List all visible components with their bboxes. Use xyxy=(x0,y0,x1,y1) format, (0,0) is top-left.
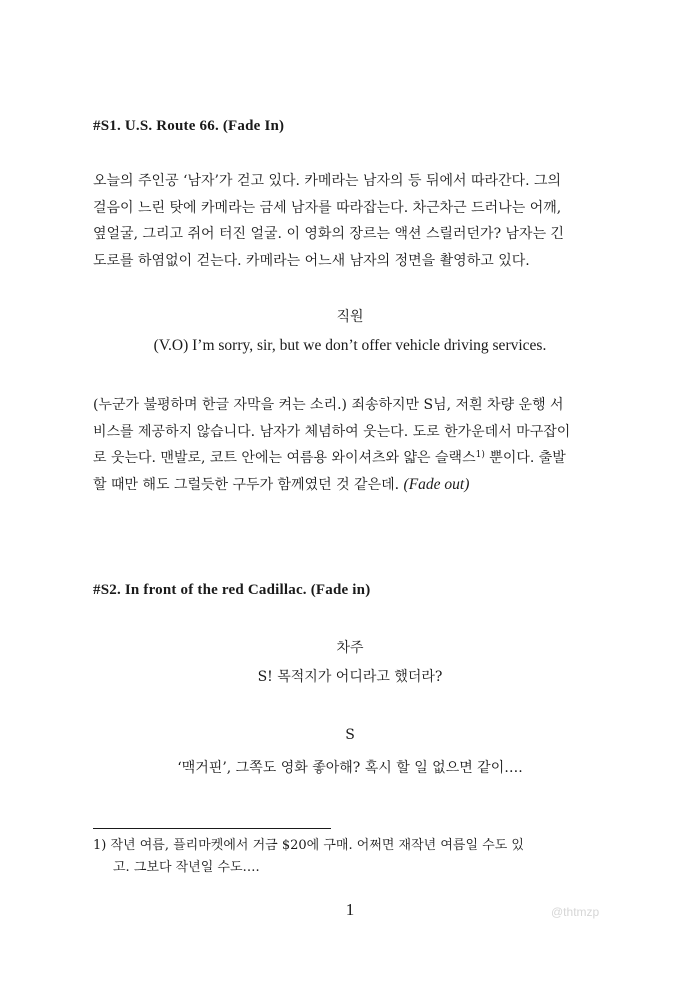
scene-1-action xyxy=(93,168,607,274)
speaker-name: 직원 xyxy=(336,309,364,325)
scene-2-heading: #S2. In front of the red Cadillac. (Fade in) xyxy=(93,582,371,598)
dialogue-line: (V.O) I’m sorry, sir, but we don’t offer vehicle driving services. xyxy=(153,337,547,354)
scene-1-action-2 xyxy=(93,392,607,498)
footnote xyxy=(93,835,607,879)
action-line: (누군가 불평하며 한글 자막을 켜는 소리.) 죄송하지만 S님, 저흰 차량 운행 서 xyxy=(93,397,564,413)
dialogue-line: S! 목적지가 어디라고 했더라? xyxy=(257,669,443,685)
action-line-text: 할 때만 해도 그럴듯한 구두가 함께였던 것 같은데. xyxy=(93,476,404,493)
action-line: 비스를 제공하지 않습니다. 남자가 체념하여 웃는다. 도로 한가운데서 마구잡이 xyxy=(93,423,571,440)
action-line-tail: 뿐이다. 출발 xyxy=(484,450,566,466)
action-line-text: 로 웃는다. 맨발로, 코트 안에는 여름용 와이셔츠와 얇은 슬랙스 xyxy=(93,450,476,466)
action-line xyxy=(93,472,607,499)
action-line: 오늘의 주인공 ‘남자’가 걷고 있다. 카메라는 남자의 등 뒤에서 따라간다. 그의 xyxy=(93,173,562,189)
page-number: 1 xyxy=(345,900,355,919)
action-line: 도로를 하염없이 걷는다. 카메라는 어느새 남자의 정면을 촬영하고 있다. xyxy=(93,252,530,269)
footnote-line: 1) 작년 여름, 플리마켓에서 거금 $20에 구매. 어쩌면 재작년 여름일 수도 있 xyxy=(93,838,524,853)
dialogue-line: ‘맥거핀’, 그쪽도 영화 좋아해? 혹시 할 일 없으면 같이…. xyxy=(177,760,523,776)
speaker-name: 차주 xyxy=(336,640,364,656)
action-line: 옆얼굴, 그리고 쥐어 터진 얼굴. 이 영화의 장르는 액션 스릴러던가? 남자는 긴 xyxy=(93,226,565,242)
fade-out-direction: (Fade out) xyxy=(403,475,470,493)
action-line xyxy=(93,445,607,472)
speaker-name: S xyxy=(345,727,355,743)
footnote-separator xyxy=(93,828,331,829)
scene-1-heading: #S1. U.S. Route 66. (Fade In) xyxy=(93,118,285,134)
footnote-reference[interactable]: 1) xyxy=(475,450,485,460)
action-line: 걸음이 느린 탓에 카메라는 금세 남자를 따라잡는다. 차근차근 드러나는 어깨, xyxy=(93,199,562,216)
watermark: @thtmzp xyxy=(551,905,600,919)
footnote-line: 고. 그보다 작년일 수도…. xyxy=(113,860,260,875)
